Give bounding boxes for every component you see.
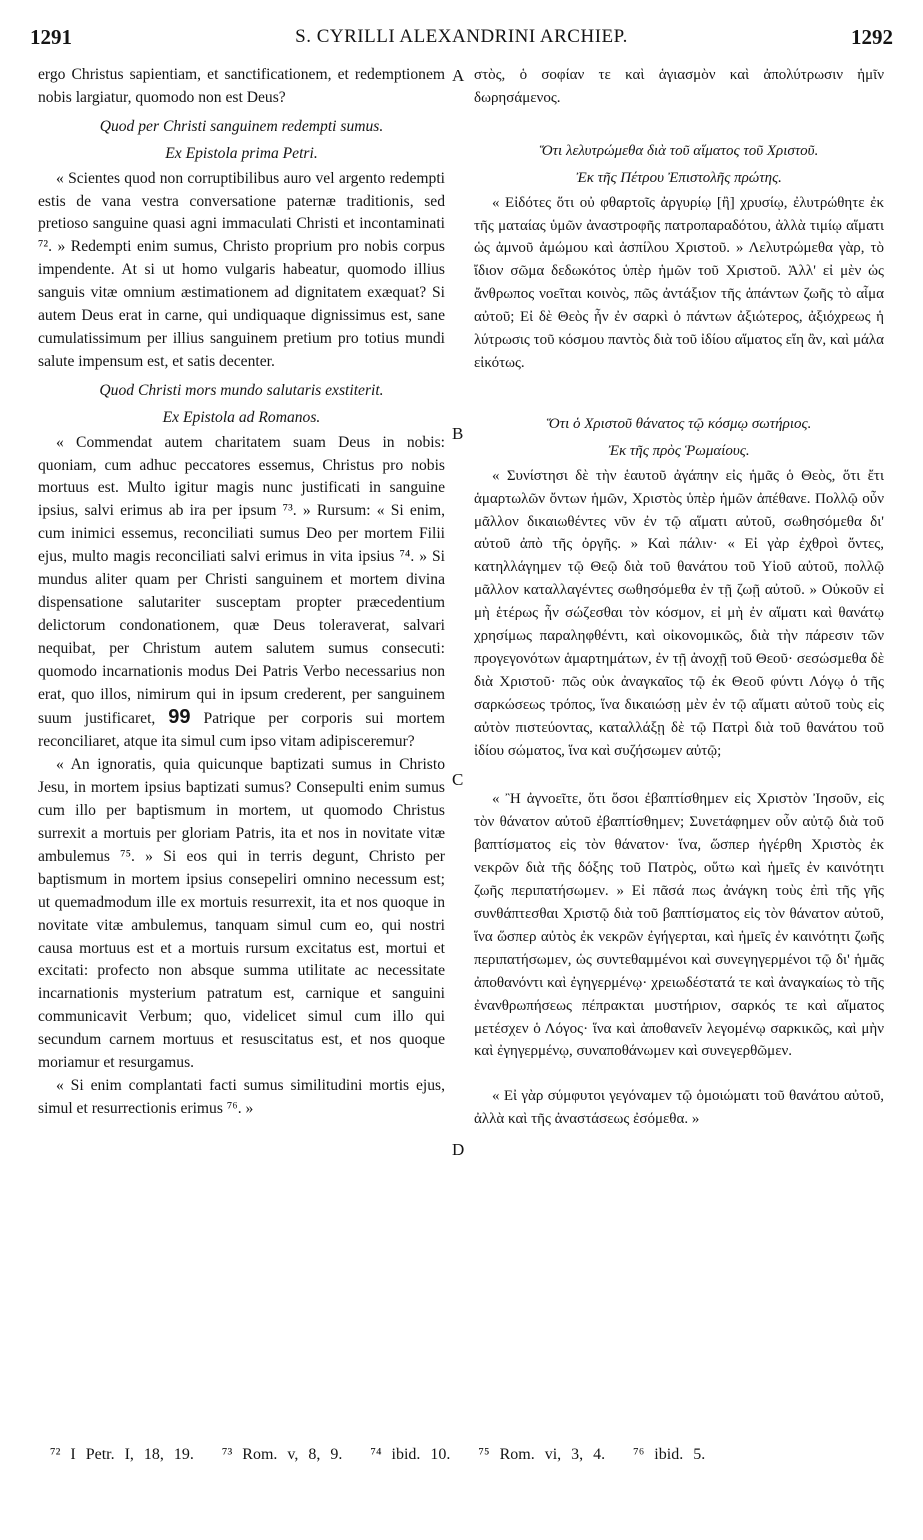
running-title: S. CYRILLI ALEXANDRINI ARCHIEP. [295,26,628,47]
latin-romans-text-b: Patrique per corporis sui mortem reconciliaret, atque ita simul cum ipso vitam adipisceremur? [38,710,446,751]
page-number-right: 1292 [850,24,893,49]
margin-letter-b: B [452,424,464,443]
latin-heading-death: Quod Christi mors mundo salutaris exstiterit. [99,381,384,399]
latin-romans-text-a: « Commendat autem charitatem suam Deus in nobis: quoniam, cum adhuc peccatores essemus, Christus pro nobis mortuus est. Multo igitur magis nunc justificati in sanguine ipsius, salvi erimus ab ira per ipsum ⁷³. » Rursum: « Si enim, cum inimici essemus, reconciliati sumus Deo per mortem Filii ejus, multo magis reconciliati salvi erimus in vita ipsius ⁷⁴. » Si mundus aliter quam per Christi sanguinem et mortem divina dispensatione salutariter susceptam propter præcedentium delictorum condonationem, quæ Deus toleraverat, salvari nequibat, per Christum autem salutem sumus consecuti: quomodo incarnationis modus Dei Patris Verbo necessarius non erat, quo illos, nimirum qui in ipsum crederent, per sanguinem suum justificaret, [38,433,445,728]
greek-paragraph-symphytoi: « Εἰ γὰρ σύμφυτοι γεγόναμεν τῷ ὁμοιώματι τοῦ θανάτου αὐτοῦ, ἀλλὰ καὶ τῆς ἀναστάσεως ἐσόμεθα. » [474,1088,884,1128]
greek-paragraph-baptism: « Ἢ ἀγνοεῖτε, ὅτι ὅσοι ἐβαπτίσθημεν εἰς Χριστὸν Ἰησοῦν, εἰς τὸν θάνατον αὐτοῦ ἐβαπτίσθημεν; Συνετάφημεν οὖν αὐτῷ διὰ τοῦ βαπτίσματος εἰς τὸν θάνατον· ἵνα, ὥσπερ ἠγέρθη Χριστὸς ἐκ νεκρῶν διὰ τῆς δόξης τοῦ Πατρὸς, οὕτω καὶ ἡμεῖς ἐν καινότητι ζωῆς περιπατήσωμεν. » Εἰ πᾶσά πως ἀνάγκη τοὺς ἐπὶ τῆς γῆς συνθάπτεσθαι Χριστῷ διὰ τοῦ βαπτίσματος εἰς τὸν θάνατον αὐτοῦ, ἵνα ὥσπερ αὐτὸς ἐκ νεκρῶν ἐγήγερται, καὶ ἡμεῖς ἐν καινότητι ζωῆς περιπατήσωμεν, ὡς συντεθαμμένοι καὶ συνεγηγερμένοι τῷ δι' ἡμᾶς ἀποθανόντι καὶ ἐγηγερμένῳ· χρειωδέστατά τε καὶ ἀναγκαίως τὸ τῆς ἐνανθρωπήσεως πέπρακται μυστήριον, σαρκός τε καὶ αἵματος μετέσχεν ὁ Λόγος· ἵνα καὶ ἀποθανεῖν λεγομένῳ σαρκικῶς, καὶ μὴν καὶ ἐγηγερμένῳ, συναποθάνωμεν καὶ συνεγερθῶμεν. [474,791,884,1060]
footnotes [50,1446,723,1464]
footnote-73: ⁷³ Rom. v, 8, 9. [221,1446,343,1463]
footnote-76: ⁷⁶ ibid. 5. [633,1446,706,1463]
latin-paragraph-romans [38,432,445,755]
greek-column [474,64,884,1131]
latin-paragraph-intro: ergo Christus sapientiam, et sanctificationem, et redemptionem nobis largiatur, quomodo non est Deus? [38,66,445,106]
latin-column [38,64,445,1121]
latin-heading-redemption: Quod per Christi sanguinem redempti sumus. [99,117,384,135]
latin-source-romans: Ex Epistola ad Romanos. [162,408,321,426]
margin-letter-c: C [452,770,464,789]
greek-source-romans: Ἐκ τῆς πρὸς Ῥωμαίους. [608,442,750,459]
column-number-marker: 99 [168,706,191,729]
latin-paragraph-peter: « Scientes quod non corruptibilibus auro vel argento redempti estis de vana vestra conversatione paternæ traditionis, sed pretioso sanguine quasi agni immaculati Christi et incontaminati ⁷². » Redempti enim sumus, Christo proprium pro nobis corpus impendente. At si ut homo vulgaris habeatur, quomodo illius sanguis vitæ omnium æstimationem ad dignitatem exæquat? Si autem Deus erat in carne, qui undiquaque dignissimus est, sane cumulatissimum per illius sanguinem pretium pro totius mundi salute impensum est, et satis decenter. [38,169,445,370]
footnote-75: ⁷⁵ Rom. vi, 3, 4. [478,1446,606,1463]
greek-paragraph-intro: στὸς, ὁ σοφίαν τε καὶ ἁγιασμὸν καὶ ἀπολύτρωσιν ἡμῖν δωρησάμενος. [474,67,884,106]
footnote-72: ⁷² I Petr. I, 18, 19. [50,1446,194,1463]
greek-heading-redemption: Ὅτι λελυτρώμεθα διὰ τοῦ αἵματος τοῦ Χριστοῦ. [539,142,819,159]
margin-letter-a: A [452,66,465,85]
greek-heading-death: Ὅτι ὁ Χριστοῦ θάνατος τῷ κόσμῳ σωτήριος. [546,415,812,432]
greek-paragraph-peter: « Εἰδότες ὅτι οὐ φθαρτοῖς ἀργυρίῳ [ἢ] χρυσίῳ, ἐλυτρώθητε ἐκ τῆς ματαίας ὑμῶν ἀναστροφῆς πατροπαραδότου, ἀλλὰ τιμίῳ αἵματι ὡς ἀμνοῦ ἀμώμου καὶ ἀσπίλου Χριστοῦ. » Λελυτρώμεθα γὰρ, τὸ ἴδιον σῶμα δεδωκότος ὑπὲρ ἡμῶν τοῦ Χριστοῦ. Ἀλλ' εἰ μὲν ὡς ἄνθρωπος νοεῖται κοινὸς, πῶς ἀντάξιον τῆς ἁπάντων ζωῆς τὸ αἷμα αὐτοῦ; Εἰ δὲ Θεὸς ἦν ἐν σαρκὶ ὁ πάντων ἀξιώτερος, ἀξιόχρεως ἡ λύτρωσις τοῦ κόσμου παντὸς διὰ τοῦ ἰδίου αἵματος εἴη ἂν, καὶ μάλα εἰκότως. [474,194,884,371]
latin-paragraph-complantati: « Si enim complantati facti sumus similitudini mortis ejus, simul et resurrectionis erimus ⁷⁶. » [38,1076,445,1117]
latin-paragraph-baptism: « An ignoratis, quia quicunque baptizati sumus in Christo Jesu, in mortem ipsius baptizati sumus? Consepulti enim sumus cum illo per baptismum in mortem, ut quomodo Christus surrexit a mortuis per gloriam Patris, ita et nos in novitate vitæ ambulemus ⁷⁵. » Si eos qui in terris degunt, Christo per baptismum in mortem ipsius consepeliri omnino necessum est; ut quemadmodum ille ex mortuis resurrexit, ita et nos quoque in novitate vitæ ambulemus, tanquam simul cum eo, qui nostri causa mortuus est et a mortuis rursum excitatus est, mortui et excitati: profecto non absque summa utilitate ac necessitate incarnationis mysterium patratum est, carnique et sanguini communicavit Verbum; quo, videlicet simul cum illo qui secundum carnem mortuus et resuscitatus est, et nos quoque moriamur et resurgamus. [38,756,445,1072]
greek-paragraph-romans: « Συνίστησι δὲ τὴν ἑαυτοῦ ἀγάπην εἰς ἡμᾶς ὁ Θεὸς, ὅτι ἔτι ἁμαρτωλῶν ὄντων ἡμῶν, Χριστὸς ὑπὲρ ἡμῶν ἀπέθανε. Πολλῷ οὖν μᾶλλον δικαιωθέντες νῦν ἐν τῷ αἵματι αὐτοῦ, σωθησόμεθα δι' αὐτοῦ ἀπὸ τῆς ὀργῆς. » Καὶ πάλιν· « Εἰ γὰρ ἐχθροὶ ὄντες, κατηλλάγημεν τῷ Θεῷ διὰ τοῦ θανάτου τοῦ Υἱοῦ αὐτοῦ, πολλῷ μᾶλλον καταλλαγέντες σωθησόμεθα ἐν τῇ ζωῇ αὐτοῦ. » Οὐκοῦν εἰ μὴ ἑτέρως ἦν σώζεσθαι τὸν κόσμον, εἰ μὴ ἐν αἵματι καὶ θανάτῳ χρησίμως παραληφθέντι, καὶ οἰκονομικῶς, διὰ τὴν πάρεσιν τῶν προγεγονότων ἁμαρτημάτων, ἐν τῇ ἀνοχῇ τοῦ Θεοῦ· σεσώσμεθα δὲ διὰ Χριστοῦ· πῶς οὐκ ἀναγκαῖος τῷ ἐκ Θεοῦ φύντι Λόγῳ ὁ τῆς σαρκώσεως τρόπος, ἵνα δικαιώσῃ μὲν ἐν τῷ αἵματι αὐτοῦ τοὺς εἰς αὐτὸν πιστεύοντας, καταλλάξῃ δὲ τῷ Πατρὶ διὰ τοῦ θανάτου τοῦ ἰδίου σώματος, ἵνα καὶ συζήσωμεν αὐτῷ; [474,467,884,759]
footnote-74: ⁷⁴ ibid. 10. [370,1446,451,1463]
page-header [30,22,893,52]
page-number-left: 1291 [30,24,72,49]
greek-source-peter: Ἐκ τῆς Πέτρου Ἐπιστολῆς πρώτης. [576,169,782,186]
latin-source-peter: Ex Epistola prima Petri. [165,144,318,162]
margin-letter-d: D [452,1140,465,1159]
